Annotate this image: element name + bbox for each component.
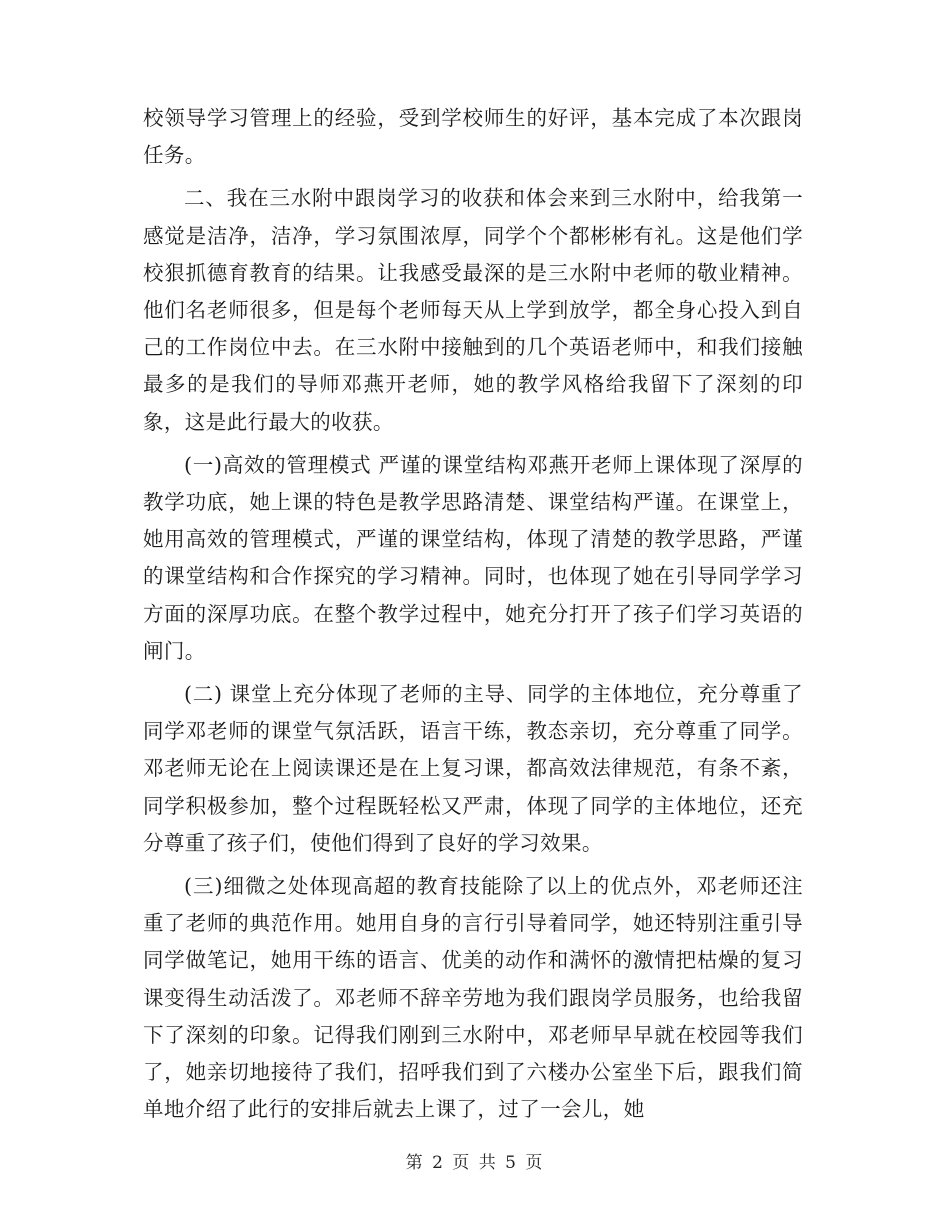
page-footer: 第 2 页 共 5 页 bbox=[405, 1153, 545, 1173]
body-text bbox=[143, 100, 803, 1134]
paragraph-point-one: (一)高效的管理模式 严谨的课堂结构邓燕开老师上课体现了深厚的教学功底，她上课的特色是教学思路清楚、课堂结构严谨。在课堂上，她用高效的管理模式，严谨的课堂结构，体现了清楚的教学思路，严谨的课堂结构和合作探究的学习精神。同时，也体现了她在引导同学学习方面的深厚功底。在整个教学过程中，她充分打开了孩子们学习英语的闸门。 bbox=[143, 452, 803, 663]
paragraph-point-three: (三)细微之处体现高超的教育技能除了以上的优点外，邓老师还注重了老师的典范作用。她用自身的言行引导着同学，她还特别注重引导同学做笔记，她用干练的语言、优美的动作和满怀的激情把枯燥的复习课变得生动活泼了。邓老师不辞辛劳地为我们跟岗学员服务，也给我留下了深刻的印象。记得我们刚到三水附中，邓老师早早就在校园等我们了，她亲切地接待了我们，招呼我们到了六楼办公室坐下后，跟我们简单地介绍了此行的安排后就去上课了，过了一会儿，她 bbox=[143, 874, 803, 1122]
paragraph-point-two: (二) 课堂上充分体现了老师的主导、同学的主体地位，充分尊重了同学邓老师的课堂气氛活跃，语言干练，教态亲切，充分尊重了同学。邓老师无论在上阅读课还是在上复习课，都高效法律规范，有条不紊，同学积极参加，整个过程既轻松又严肃，体现了同学的主体地位，还充分尊重了孩子们，使他们得到了良好的学习效果。 bbox=[143, 682, 803, 855]
paragraph-continuation: 校领导学习管理上的经验，受到学校师生的好评，基本完成了本次跟岗任务。 bbox=[143, 106, 803, 168]
paragraph-section-two: 二、我在三水附中跟岗学习的收获和体会来到三水附中，给我第一感觉是洁净，洁净，学习氛围浓厚，同学个个都彬彬有礼。这是他们学校狠抓德育教育的结果。让我感受最深的是三水附中老师的敬业精神。他们名老师很多，但是每个老师每天从上学到放学，都全身心投入到自己的工作岗位中去。在三水附中接触到的几个英语老师中，和我们接触最多的是我们的导师邓燕开老师，她的教学风格给我留下了深刻的印象，这是此行最大的收获。 bbox=[143, 186, 803, 434]
